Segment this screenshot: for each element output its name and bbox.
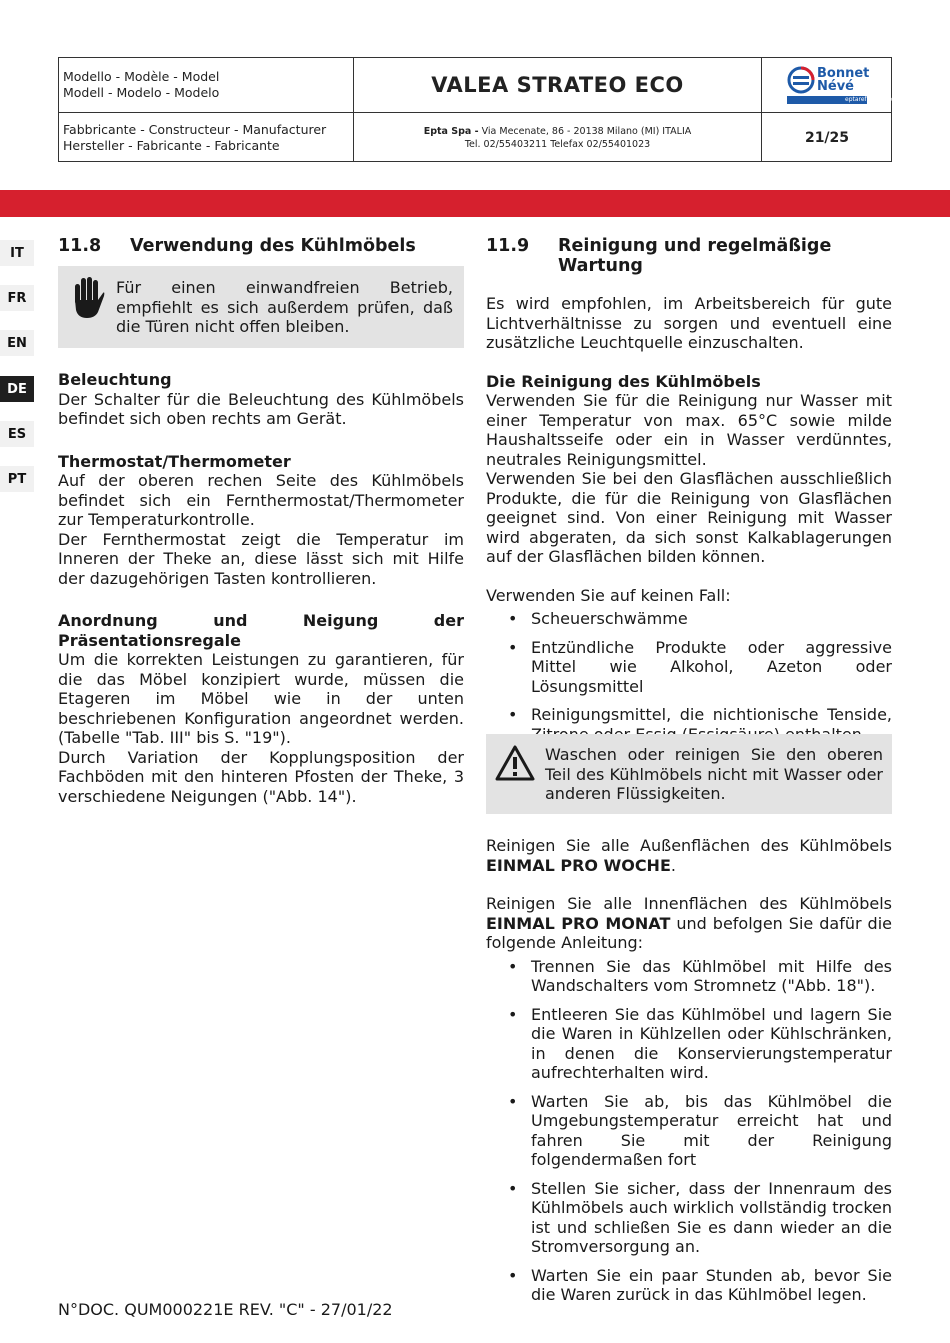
brand-logo [761,58,896,112]
shelf-heading: Anordnung und Neigung der Präsentationsregale [58,611,464,650]
never-use-list [486,609,892,744]
lang-tab-en[interactable]: EN [0,330,34,356]
lang-tab-fr[interactable]: FR [0,285,34,311]
monthly-cleaning-text: Reinigen Sie alle Innenflächen des Kühlmöbels EINMAL PRO MONAT und befolgen Sie dafür die folgende Anleitung: [486,894,893,952]
list-item: • Stellen Sie sicher, dass der Innenraum des Kühlmöbels auch wirklich vollständig trocken ist und schließen Sie es dann wieder an die Stromversorgung an. [486,1179,892,1257]
lang-tab-es[interactable]: ES [0,421,34,447]
warning-note [486,734,892,814]
document-reference: N°DOC. QUM000221E REV. "C" - 27/01/22 [58,1300,393,1319]
page-number: 21/25 [804,129,850,146]
weekly-cleaning-text: Reinigen Sie alle Außenflächen des Kühlmöbels EINMAL PRO WOCHE. [486,836,892,875]
logo-subtext: eptarefrigeration [845,96,896,103]
info-note [58,266,464,348]
list-item: • Reinigungsmittel, die nichtionische Tenside, [486,705,892,744]
thermostat-text-2: Der Fernthermostat zeigt die Temperatur im Inneren der Theke an, diese lässt sich mit Hilfe der dazugehörigen Tasten kontrollieren. [58,529,464,588]
right-column-body-bottom [486,836,892,1314]
shelf-text-2: Durch Variation der Kopplungsposition der Fachböden mit den hinteren Pfosten der Theke, 3 verschiedene Neigungen ("Abb. 14"). [58,747,464,806]
lang-tab-pt[interactable]: PT [0,466,34,492]
list-item: • Trennen Sie das Kühlmöbel mit Hilfe des Wandschalters vom Stromnetz ("Abb. 18"). [486,957,892,996]
intro-text: Es wird empfohlen, im Arbeitsbereich für gute Lichtverhältnisse zu sorgen und eventuell eine zusätzliche Leuchtquelle einzuschalten. [486,294,892,352]
thermostat-text-1: Auf der oberen rechen Seite des Kühlmöbels befindet sich ein Fernthermostat/Thermometer zur Temperaturkontrolle. [58,471,464,529]
never-use-label: Verwenden Sie auf keinen Fall: [486,585,731,605]
logo-text-bonnet: Bonnet [817,66,870,81]
company-name: Epta Spa - [423,125,479,137]
info-note-text: Für einen einwandfreien Betrieb, empfiehlt es sich außerdem prüfen, daß die Türen nicht offen bleiben. [116,278,453,336]
product-name: VALEA STRATEO ECO [431,73,684,97]
list-item: • Warten Sie ein paar Stunden ab, bevor Sie die Waren zurück in das Kühlmöbel legen. [486,1266,892,1305]
model-label: Modello - Modèle - Model Modell - Modelo - Modelo [63,69,220,100]
thermostat-heading: Thermostat/Thermometer [58,451,291,471]
warning-note-text: Waschen oder reinigen Sie den oberen Teil des Kühlmöbels nicht mit Wasser oder anderen Flüssigkeiten. [545,745,883,803]
section-heading-11-8: 11.8 Verwendung des Kühlmöbels [58,236,416,256]
red-band [0,190,950,217]
hand-stop-icon [70,276,106,320]
left-column-body [58,370,464,806]
logo-text-neve: Névé [817,79,854,94]
company-phone: Tel. 02/55403211 Telefax 02/55401023 [464,138,651,150]
company-address: Via Mecenate, 86 - 20138 Milano (MI) ITALIA [478,125,692,137]
list-item: • Scheuerschwämme [486,609,892,629]
right-column-body-top [486,294,892,753]
cleaning-steps-list [486,957,892,1305]
list-item: • Entzündliche Produkte oder aggressive Mittel wie Alkohol, Azeton oder Lösungsmittel [486,638,892,697]
cleaning-heading: Die Reinigung des Kühlmöbels [486,371,761,391]
manufacturer-label: Fabbricante - Constructeur - Manufacturer Hersteller - Fabricante - Fabricante [63,122,327,153]
lang-tab-it[interactable]: IT [0,240,34,266]
section-heading-11-9: 11.9 Reinigung und regelmäßige Wartung [486,236,832,276]
cleaning-text-1: Verwenden Sie für die Reinigung nur Wasser mit einer Temperatur von max. 65°C sowie milde Haushaltsseife oder ein in Wasser verdünntes, neutrales Reinigungsmittel. [486,391,892,469]
list-item: • Warten Sie ab, bis das Kühlmöbel die Umgebungstemperatur erreicht hat und fahren Sie mit der Reinigung folgendermaßen fort [486,1092,892,1170]
lighting-heading: Beleuchtung [58,370,172,389]
document-header [58,57,896,162]
manufacturer-address [354,113,761,162]
shelf-text-1: Um die korrekten Leistungen zu garantieren, für die das Möbel konzipiert wurde, müssen die Etageren im Möbel wie in der unten beschriebenen Konfiguration angeordnet werden. (Tabelle "Tab. III" bis S. "19"). [58,650,464,747]
lighting-text: Der Schalter für die Beleuchtung des Kühlmöbels befindet sich oben rechts am Gerät. [58,389,464,428]
lang-tab-de[interactable]: DE [0,376,34,402]
list-item: • Entleeren Sie das Kühlmöbel und lagern Sie die Waren in Kühlzellen oder Kühlschränken, in denen die Konservierungstemperatur aufrechterhalten wird. [486,1005,892,1083]
warning-triangle-icon [494,744,536,782]
cleaning-text-2: Verwenden Sie bei den Glasflächen ausschließlich Produkte, die für die Reinigung von Glasflächen geeignet sind. Von einer Reinigung mit Wasser wird abgeraten, da sich sonst Kalkablagerungen auf der Glasflächen bilden können. [486,469,892,566]
